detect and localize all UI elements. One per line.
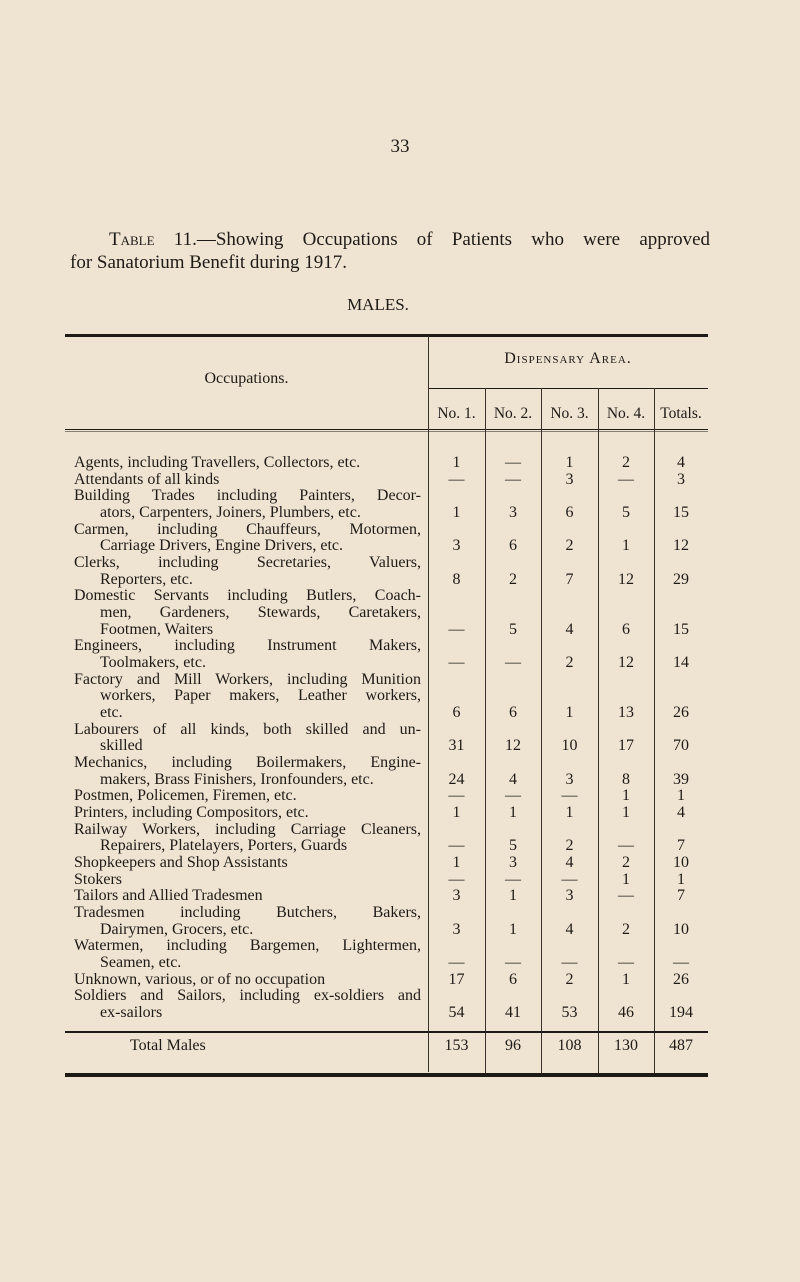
header-bottom-rule-2 [65,431,708,432]
cell-value: 3 [452,887,461,905]
occupation-text: Footmen, Waiters [100,620,214,638]
total-value: 130 [614,1037,638,1054]
cell-value: 3 [565,770,574,788]
cell-value: 17 [448,970,465,988]
cell-value: 26 [673,970,689,988]
occupation-text: Attendants of all kinds [74,470,220,488]
cell-value: 2 [622,454,630,471]
cell-value: 7 [677,887,685,905]
cell-value: 53 [561,1004,578,1022]
occupation-text: Seamen, etc. [100,954,182,972]
cell-value: 8 [452,570,461,588]
cell-value: — [673,954,689,972]
cell-value: 3 [565,887,574,905]
cell-value: — [448,837,465,855]
cell-value: — [448,870,465,888]
cell-value: 194 [669,1004,693,1022]
cell-value: — [561,787,578,805]
column-header: No. 4. [606,405,646,422]
cell-value: 1 [622,537,630,555]
occupation-text: Stokers [74,870,122,888]
cell-value: 1 [509,920,517,938]
cell-value: 17 [618,737,634,755]
occupation-text: Toolmakers, etc. [100,654,206,672]
occupation-text: Postmen, Policemen, Firemen, etc. [74,787,297,805]
cell-value: 1 [452,504,461,521]
occupation-text: Printers, including Compositors, etc. [74,804,309,822]
total-value: 96 [505,1037,521,1054]
cell-value: 39 [673,770,689,788]
cell-value: 4 [565,854,574,872]
cell-value: — [448,470,465,488]
cell-value: — [618,470,634,488]
occupations-header: Occupations. [204,370,289,387]
occupation-text: Engineers, including Instrument Makers, [74,638,421,655]
column-header: No. 1. [437,405,476,422]
table-title-line-2: for Sanatorium Benefit during 1917. [70,252,348,273]
occupation-text: men, Gardeners, Stewards, Caretakers, [100,605,421,622]
cell-value: 4 [565,620,574,638]
cell-value: 2 [565,970,574,988]
cell-value: 4 [677,454,685,471]
cell-value: — [505,470,521,488]
cell-value: 10 [561,737,578,755]
total-males-label: Total Males [130,1037,206,1054]
cell-value: 10 [673,920,689,938]
cell-value: — [618,954,634,972]
cell-value: — [505,954,521,972]
cell-value: 4 [565,920,574,938]
table-title-text: —Showing Occupations of Patients who were approved [196,229,711,250]
cell-value: — [505,787,521,805]
occupation-text: Reporters, etc. [100,570,193,588]
cell-value: 1 [622,870,630,888]
cell-value: 6 [509,537,517,555]
occupation-text: ex-sailors [100,1004,163,1022]
cell-value: 1 [622,804,630,822]
occupation-text: Mechanics, including Boilermakers, Engine- [74,755,421,772]
occupation-text: Repairers, Platelayers, Porters, Guards [100,837,348,855]
cell-value: 3 [509,504,517,521]
occupation-text: etc. [100,704,123,722]
section-heading: MALES. [347,295,409,314]
occupation-text: Domestic Servants including Butlers, Coach- [74,588,421,605]
cell-value: — [505,654,521,672]
cell-value: 2 [565,537,574,555]
cell-value: — [505,454,521,471]
cell-value: 1 [677,787,685,805]
cell-value: 3 [452,537,461,555]
occupation-text: Soldiers and Sailors, including ex-soldiers and [74,988,421,1005]
total-value: 108 [557,1037,582,1054]
cell-value: 2 [565,654,574,672]
cell-value: 1 [509,804,517,822]
occupation-text: Clerks, including Secretaries, Valuers, [74,555,421,572]
cell-value: — [448,787,465,805]
cell-value: — [561,954,578,972]
occupation-text: Factory and Mill Workers, including Munition [74,671,421,688]
cell-value: 5 [622,504,630,521]
cell-value: — [505,870,521,888]
cell-value: — [448,620,465,638]
occupation-text: Agents, including Travellers, Collectors, etc. [74,454,361,471]
cell-value: 8 [622,770,630,788]
cell-value: 15 [673,620,689,638]
occupation-text: makers, Brass Finishers, Ironfounders, etc. [100,770,374,788]
cell-value: 6 [565,504,574,521]
cell-value: 5 [509,620,517,638]
occupation-text: Railway Workers, including Carriage Cleaners, [74,821,421,838]
cell-value: 6 [509,970,517,988]
table-title-line-1 [70,228,710,251]
cell-value: 7 [677,837,685,855]
cell-value: 2 [509,570,517,588]
table-top-rule [65,334,708,337]
occupation-text: Dairymen, Grocers, etc. [100,920,254,938]
occupation-text: Shopkeepers and Shop Assistants [74,854,288,872]
cell-value: 3 [452,920,461,938]
occupation-text: Carmen, including Chauffeurs, Motormen, [74,521,421,538]
cell-value: 2 [565,837,574,855]
cell-value: — [618,837,634,855]
cell-value: 29 [673,570,689,588]
occupation-text: skilled [100,737,143,755]
total-value: 487 [669,1037,693,1054]
subheader-rule [429,388,708,389]
cell-value: 5 [509,837,517,855]
cell-value: 7 [565,570,574,588]
cell-value: 1 [452,854,461,872]
column-header: No. 2. [493,405,533,422]
table-bottom-rule [65,1073,708,1077]
cell-value: 1 [565,804,574,822]
occupation-text: Tradesmen including Butchers, Bakers, [74,905,421,922]
cell-value: 2 [622,854,630,872]
cell-value: 15 [673,504,689,521]
cell-value: 12 [618,570,634,588]
cell-value: 54 [448,1004,465,1022]
cell-value: 24 [448,770,465,788]
cell-value: 4 [677,804,685,822]
cell-value: 3 [565,470,574,488]
column-header: No. 3. [550,405,589,422]
cell-value: 1 [622,787,630,805]
column-header: Totals. [660,405,702,422]
cell-value: 13 [618,704,634,722]
cell-value: 1 [509,887,517,905]
page-number: 33 [390,136,410,157]
dispensary-area-header: Dispensary Area. [504,350,632,367]
occupation-text: Carriage Drivers, Engine Drivers, etc. [100,537,344,555]
cell-value: — [448,954,465,972]
occupation-text: Building Trades including Painters, Decor- [74,488,421,505]
cell-value: 31 [448,737,465,755]
cell-value: 12 [505,737,521,755]
cell-value: 6 [452,704,461,722]
cell-value: 12 [618,654,634,672]
occupation-text: Unknown, various, or of no occupation [74,970,326,988]
cell-value: 1 [677,870,685,888]
occupation-text: workers, Paper makers, Leather workers, [100,688,421,705]
cell-value: 2 [622,920,630,938]
cell-value: 1 [622,970,630,988]
cell-value: — [618,887,634,905]
cell-value: 6 [622,620,630,638]
total-rule [65,1031,708,1033]
cell-value: 46 [618,1004,634,1022]
cell-value: 70 [673,737,689,755]
cell-value: 10 [673,854,689,872]
cell-value: 1 [565,454,574,471]
occupation-text: Labourers of all kinds, both skilled and un- [74,721,421,738]
occupation-text: ators, Carpenters, Joiners, Plumbers, etc. [100,504,361,521]
table-label: Table 11. [109,229,197,250]
cell-value: 4 [509,770,517,788]
cell-value: 26 [673,704,689,722]
cell-value: 1 [452,454,461,471]
cell-value: 3 [509,854,517,872]
cell-value: 1 [452,804,461,822]
header-bottom-rule [65,429,708,430]
occupation-text: Watermen, including Bargemen, Lightermen, [74,938,421,955]
occupation-text: Tailors and Allied Tradesmen [74,887,263,905]
cell-value: — [561,870,578,888]
cell-value: 1 [565,704,574,722]
cell-value: 3 [677,470,685,488]
cell-value: 6 [509,704,517,722]
cell-value: — [448,654,465,672]
cell-value: 14 [673,654,689,672]
cell-value: 41 [505,1004,521,1022]
total-value: 153 [444,1037,469,1054]
cell-value: 12 [673,537,689,555]
